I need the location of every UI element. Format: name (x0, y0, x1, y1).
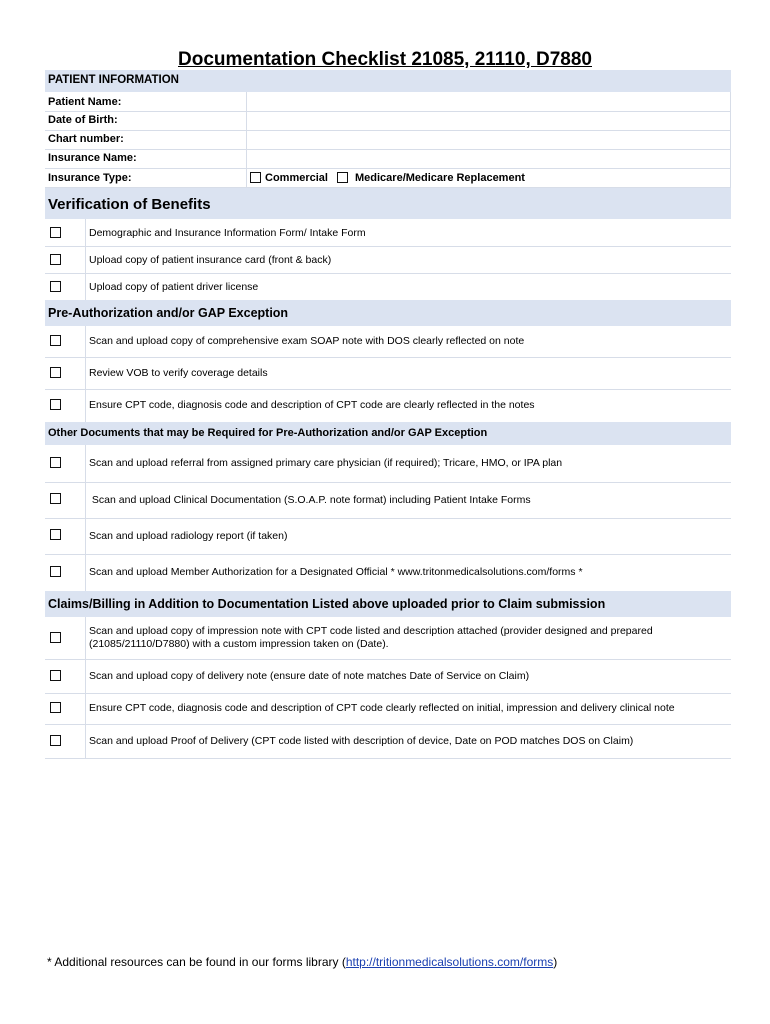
page-title: Documentation Checklist 21085, 21110, D7880 (178, 49, 592, 70)
chart-number-field[interactable] (246, 130, 731, 149)
checkbox[interactable] (50, 566, 61, 577)
footer-prefix: * Additional resources can be found in our forms library ( (47, 955, 346, 969)
item-text: Scan and upload Proof of Delivery (CPT code listed with description of device, Date on POD matches DOS on Claim) (89, 735, 634, 747)
chart-number-label: Chart number: (48, 133, 124, 145)
item-text: Ensure CPT code, diagnosis code and description of CPT code are clearly reflected in the notes (89, 399, 535, 411)
checklist-item (45, 219, 731, 247)
dob-label: Date of Birth: (48, 114, 118, 126)
insurance-name-field[interactable] (246, 149, 731, 168)
checklist-item (45, 617, 731, 660)
commercial-label: Commercial (265, 172, 328, 184)
checklist-item (45, 326, 731, 358)
medicare-label: Medicare/Medicare Replacement (355, 172, 525, 184)
medicare-checkbox[interactable] (337, 172, 348, 183)
insurance-name-label: Insurance Name: (48, 152, 137, 164)
item-text: Upload copy of patient driver license (89, 281, 259, 293)
checkbox[interactable] (50, 632, 61, 643)
checklist-item (45, 273, 731, 301)
checkbox[interactable] (50, 399, 61, 410)
checkbox[interactable] (50, 335, 61, 346)
insurance-type-row (45, 168, 731, 188)
forms-library-link[interactable]: http://tritionmedicalsolutions.com/forms (345, 955, 554, 969)
checklist-item (45, 554, 731, 592)
checklist-item (45, 246, 731, 274)
verification-header-label: Verification of Benefits (48, 196, 211, 213)
checklist-item (45, 357, 731, 390)
patient-name-label: Patient Name: (48, 96, 122, 108)
item-text: Scan and upload Clinical Documentation (S.O.A.P. note format) including Patient Intake Forms (89, 494, 531, 506)
commercial-checkbox[interactable] (250, 172, 261, 183)
checkbox[interactable] (50, 254, 61, 265)
item-text: Demographic and Insurance Information Form/ Intake Form (89, 227, 366, 239)
checkbox[interactable] (50, 670, 61, 681)
patient-info-header-label: PATIENT INFORMATION (48, 74, 179, 86)
item-text: Scan and upload radiology report (if taken) (89, 530, 288, 542)
checklist-item (45, 518, 731, 555)
insurance-type-label: Insurance Type: (48, 172, 132, 184)
chart-number-row (45, 130, 731, 150)
checkbox[interactable] (50, 367, 61, 378)
checkbox[interactable] (50, 457, 61, 468)
item-text: Ensure CPT code, diagnosis code and description of CPT code clearly reflected on initial, impression and delivery clinical note (89, 702, 675, 714)
checkbox[interactable] (50, 529, 61, 540)
preauth-header (45, 300, 731, 326)
dob-row (45, 111, 731, 131)
checklist-item (45, 482, 731, 519)
footer-suffix: ) (553, 955, 558, 969)
claims-billing-header (45, 591, 731, 617)
item-text: Scan and upload Member Authorization for a Designated Official * www.tritonmedicalsolutions.com/forms * (89, 566, 583, 578)
checkbox[interactable] (50, 281, 61, 292)
checklist-item (45, 389, 731, 423)
checkbox[interactable] (50, 702, 61, 713)
other-documents-header-label: Other Documents that may be Required for Pre-Authorization and/or GAP Exception (48, 427, 488, 439)
item-text: Scan and upload copy of comprehensive exam SOAP note with DOS clearly reflected on note (89, 335, 525, 347)
claims-billing-header-label: Claims/Billing in Addition to Documentation Listed above uploaded prior to Claim submission (48, 597, 606, 611)
footer-note (47, 955, 557, 969)
verification-header (45, 188, 731, 219)
patient-name-field[interactable] (246, 92, 731, 111)
dob-field[interactable] (246, 111, 731, 130)
patient-info-header (45, 70, 731, 92)
checklist-item (45, 659, 731, 694)
item-text: Upload copy of patient insurance card (front & back) (89, 254, 332, 266)
checkbox[interactable] (50, 493, 61, 504)
preauth-header-label: Pre-Authorization and/or GAP Exception (48, 306, 289, 320)
item-text: Scan and upload referral from assigned primary care physician (if required); Tricare, HMO, or IPA plan (89, 457, 563, 469)
item-text: Scan and upload copy of impression note with CPT code listed and description attached (provider designed and prepared (21085/21110/D7880) with a custom impression taken on (Date). (89, 625, 653, 650)
other-documents-header (45, 422, 731, 445)
item-text: Review VOB to verify coverage details (89, 367, 268, 379)
patient-name-row (45, 92, 731, 112)
checklist-item (45, 724, 731, 759)
checklist-item (45, 445, 731, 483)
checkbox[interactable] (50, 227, 61, 238)
insurance-type-cell (246, 168, 731, 187)
checkbox[interactable] (50, 735, 61, 746)
checklist-item (45, 693, 731, 725)
insurance-name-row (45, 149, 731, 169)
item-text: Scan and upload copy of delivery note (ensure date of note matches Date of Service on Claim) (89, 670, 530, 682)
